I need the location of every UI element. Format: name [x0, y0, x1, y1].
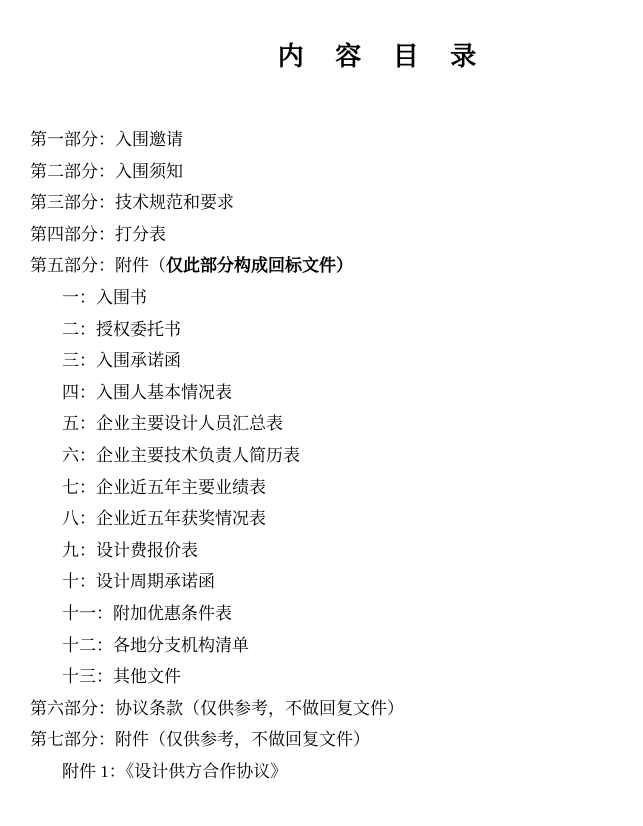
toc-item-text: 十：设计周期承诺函 — [62, 572, 215, 592]
toc-item — [0, 756, 643, 788]
page-title: 内 容 目 录 — [277, 42, 482, 71]
toc-item — [0, 693, 643, 725]
toc-item — [0, 124, 643, 156]
toc-list — [0, 124, 643, 787]
toc-item-text: 第一部分：入围邀请 — [30, 130, 183, 149]
toc-item-text: 五：企业主要设计人员汇总表 — [62, 414, 283, 434]
toc-item — [0, 630, 643, 662]
toc-item-bold-text: 仅此部分构成回标文件） — [166, 256, 353, 276]
toc-item — [0, 282, 643, 314]
toc-item — [0, 503, 643, 535]
toc-item-text: 一：入围书 — [62, 287, 147, 307]
toc-item — [0, 219, 643, 251]
toc-item — [0, 345, 643, 377]
toc-item — [0, 566, 643, 598]
toc-item-text: 四：入围人基本情况表 — [62, 382, 232, 402]
toc-item-text: 十三：其他文件 — [62, 667, 181, 687]
toc-item-text: 九：设计费报价表 — [62, 540, 198, 560]
toc-item — [0, 187, 643, 219]
toc-item-text: 第六部分：协议条款（仅供参考，不做回复文件） — [30, 698, 404, 718]
toc-item-text: 第三部分：技术规范和要求 — [30, 193, 234, 213]
toc-item-text: 十二：各地分支机构清单 — [62, 635, 249, 655]
toc-item — [0, 314, 643, 346]
toc-item — [0, 250, 643, 282]
toc-item — [0, 156, 643, 188]
toc-item-text: 七：企业近五年主要业绩表 — [62, 477, 266, 497]
toc-item-text: 六：企业主要技术负责人简历表 — [62, 445, 300, 465]
toc-item — [0, 472, 643, 504]
toc-item — [0, 408, 643, 440]
toc-item-text: 十一：附加优惠条件表 — [62, 603, 232, 623]
toc-item-text: 八：企业近五年获奖情况表 — [62, 509, 266, 529]
toc-item — [0, 598, 643, 630]
toc-item-text: 附件 1：《设计供方合作协议》 — [62, 761, 288, 781]
toc-item — [0, 535, 643, 567]
toc-item — [0, 440, 643, 472]
toc-item-text: 第五部分：附件（ — [30, 256, 166, 276]
toc-item-text: 第四部分：打分表 — [30, 224, 166, 244]
toc-item-text: 二：授权委托书 — [62, 319, 181, 339]
toc-item-text: 第二部分：入围须知 — [30, 161, 183, 181]
toc-item — [0, 661, 643, 693]
toc-item-text: 三：入围承诺函 — [62, 351, 181, 371]
toc-item-text: 第七部分：附件（仅供参考，不做回复文件） — [30, 730, 370, 750]
toc-item — [0, 377, 643, 409]
toc-item — [0, 724, 643, 756]
